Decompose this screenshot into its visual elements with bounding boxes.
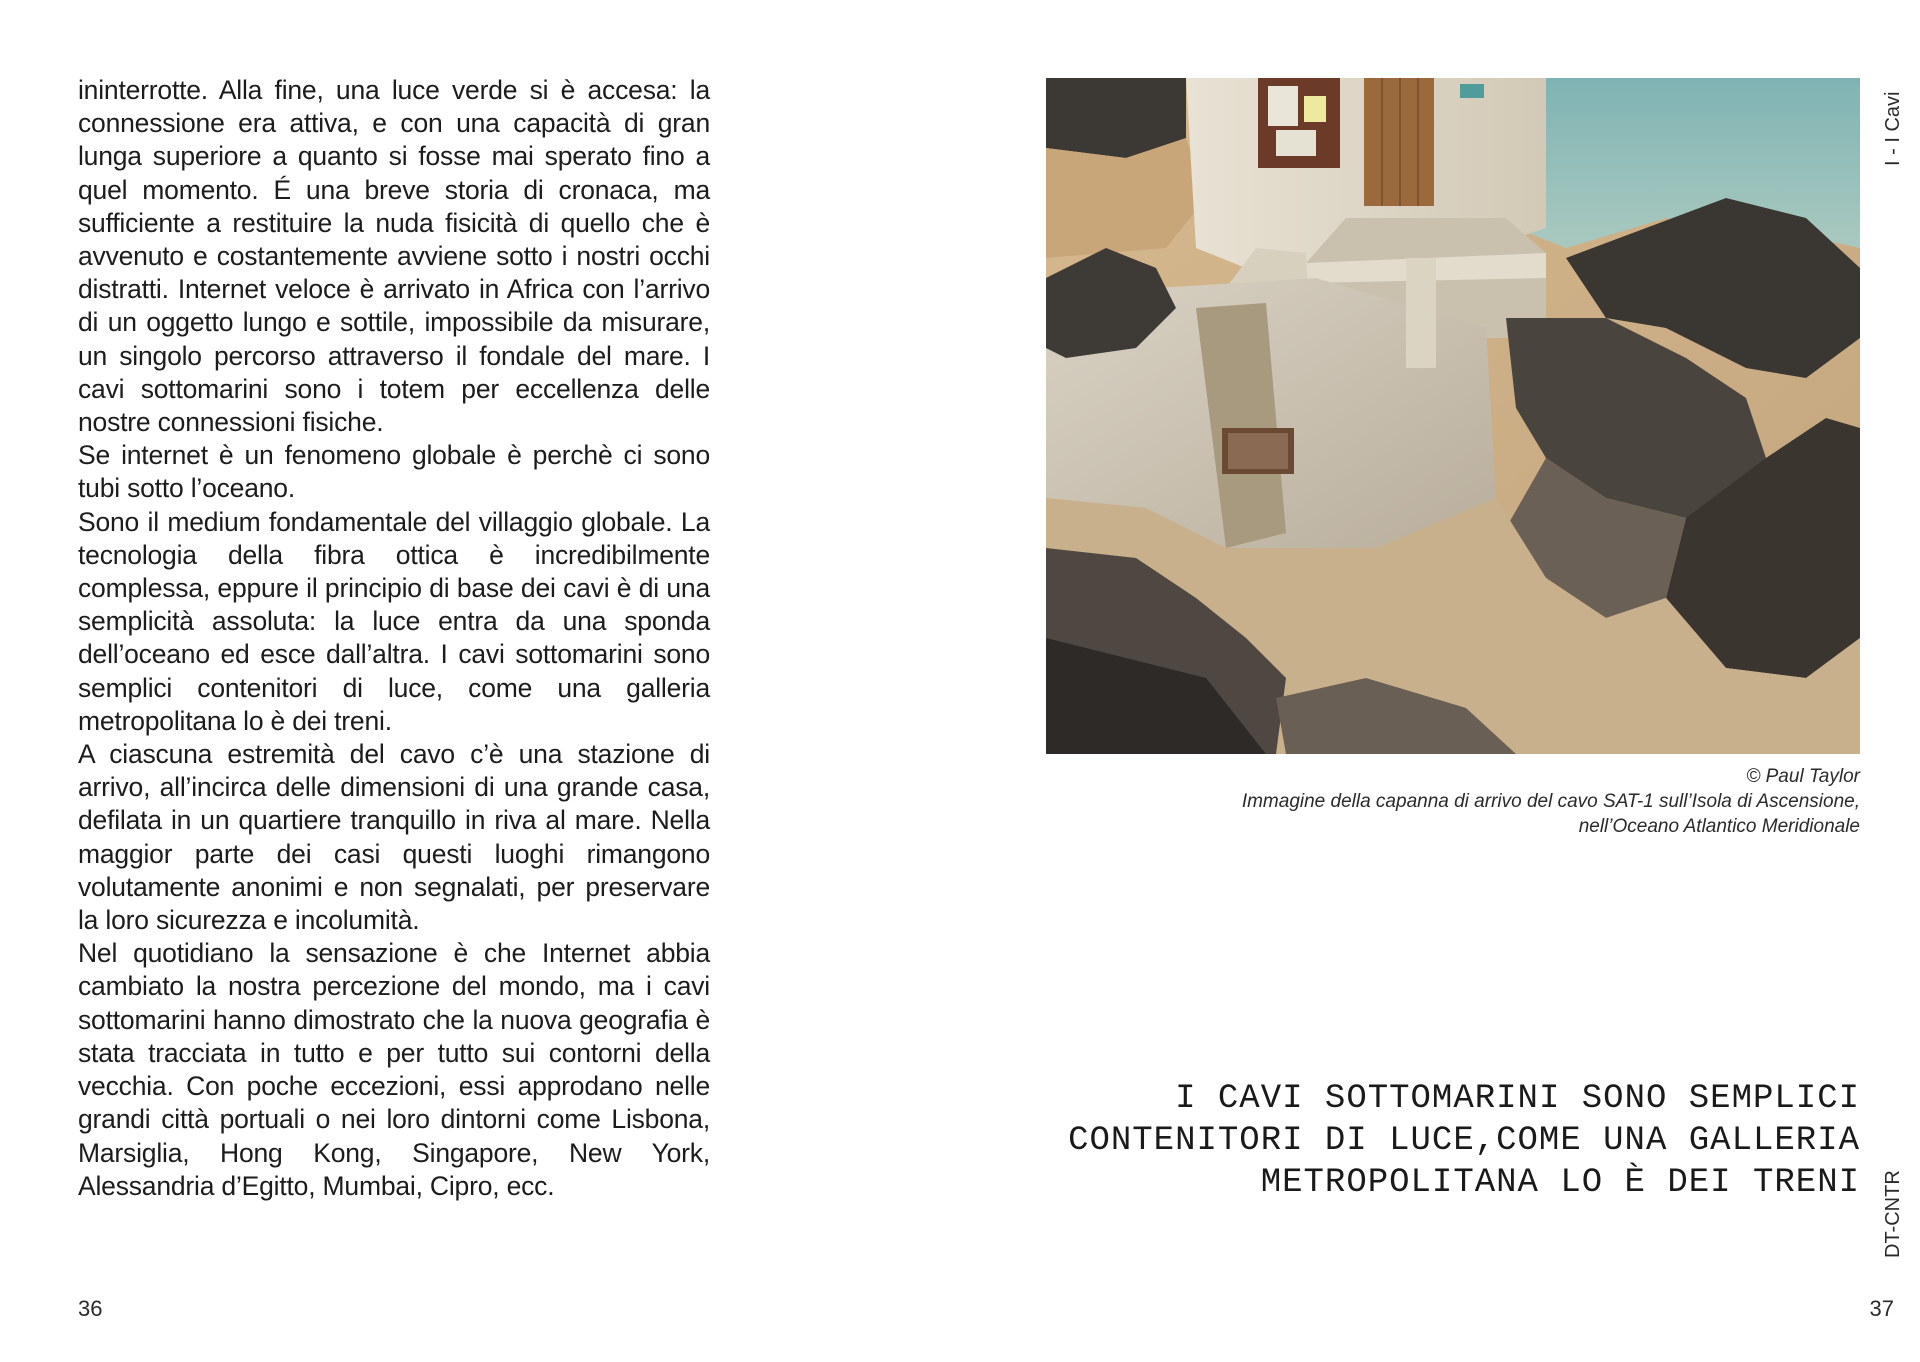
page-number-right: 37 (1869, 1296, 1894, 1321)
right-page (960, 0, 1920, 1362)
paragraph: A ciascuna estremità del cavo c’è una stazione di arrivo, all’incirca delle dimensioni di una grande casa, defilata in un quartiere tranquillo in riva al mare. Nella maggior parte dei casi questi luoghi rimangono volutamente anonimi e non segnalati, per preservare la loro sicurezza e incolumità. (78, 739, 710, 936)
book-side-label: DT-CNTR (1882, 1170, 1904, 1258)
body-text (78, 74, 710, 1203)
photo-caption (1100, 764, 1860, 839)
photo-illustration (1046, 78, 1860, 754)
paragraph: Sono il medium fondamentale del villaggio globale. La tecnologia della fibra ottica è incredibilmente complessa, eppure il principio di base dei cavi è di una semplicità assoluta: la luce entra da una sponda dell’oceano ed esce dall’altra. I cavi sottomarini sono semplici contenitori di luce, come una galleria metropolitana lo è dei treni. (78, 506, 710, 736)
pull-quote-line: METROPOLITANA LO È DEI TRENI (1260, 1164, 1860, 1202)
pull-quote-line: CONTENITORI DI LUCE,COME UNA GALLERIA (1068, 1122, 1860, 1160)
caption-line: Immagine della capanna di arrivo del cavo SAT-1 sull’Isola di Ascensione, (1241, 791, 1860, 812)
chapter-side-label: I - I Cavi (1882, 91, 1904, 166)
paragraph: Se internet è un fenomeno globale è perchè ci sono tubi sotto l’oceano. (78, 440, 710, 504)
cable-landing-hut-photo (1046, 78, 1860, 754)
pull-quote-line: I CAVI SOTTOMARINI SONO SEMPLICI (1175, 1080, 1860, 1118)
pull-quote (1040, 1078, 1860, 1204)
photo-credit: © Paul Taylor (1746, 766, 1860, 787)
paragraph: ininterrotte. Alla fine, una luce verde si è accesa: la connessione era attiva, e con una capacità di gran lunga superiore a quanto si fosse mai sperato fino a quel momento. É una breve storia di cronaca, ma sufficiente a restituire la nuda fisicità di quello che è avvenuto e costantemente avviene sotto i nostri occhi distratti. Internet veloce è arrivato in Africa con l’arrivo di un oggetto lungo e sottile, impossibile da misurare, un singolo percorso attraverso il fondale del mare. I cavi sottomarini sono i totem per eccellenza delle nostre connessioni fisiche. (78, 75, 710, 438)
page-number-left: 36 (78, 1296, 103, 1321)
caption-line: nell’Oceano Atlantico Meridionale (1578, 816, 1860, 837)
paragraph: Nel quotidiano la sensazione è che Internet abbia cambiato la nostra percezione del mondo, ma i cavi sottomarini hanno dimostrato che la nuova geografia è stata tracciata in tutto e per tutto sui contorni della vecchia. Con poche eccezioni, essi approdano nelle grandi città portuali o nei loro dintorni come Lisbona, Marsiglia, Hong Kong, Singapore, New York, Alessandria d’Egitto, Mumbai, Cipro, ecc. (78, 938, 710, 1201)
